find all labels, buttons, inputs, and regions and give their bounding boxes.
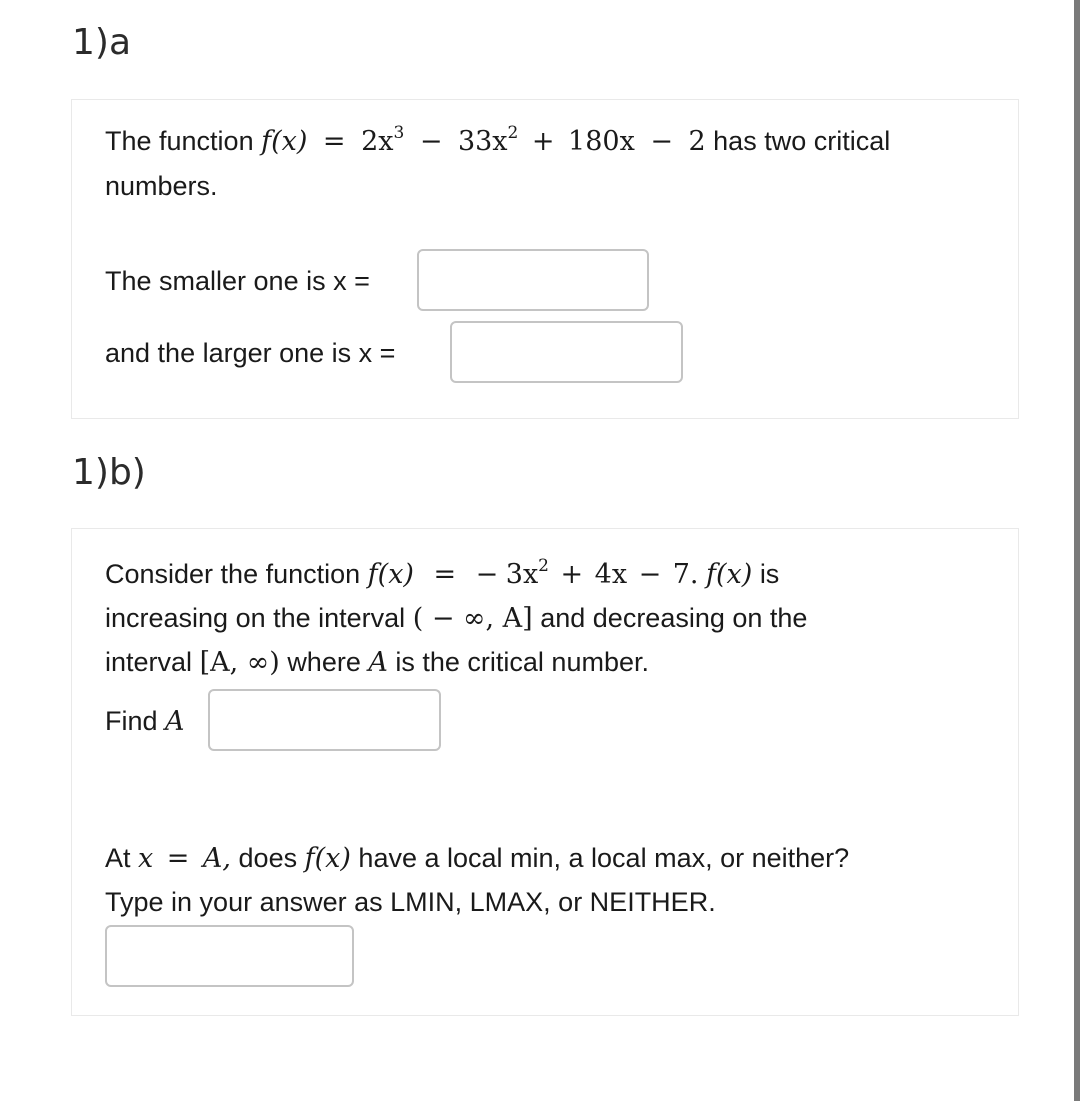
question-line2: Type in your answer as LMIN, LMAX, or NEITHER.: [105, 887, 716, 917]
part-b-line2: [105, 596, 807, 641]
math-term-7: 7.: [672, 559, 699, 590]
part-b-line1: [105, 552, 779, 600]
part-a-intro-line2: numbers.: [105, 171, 218, 201]
find-label: Find A: [105, 706, 185, 737]
smaller-critical-input[interactable]: [417, 249, 649, 311]
math-fx: f(x): [304, 843, 351, 874]
part-b-line3: [105, 640, 649, 685]
math-A: A: [368, 647, 388, 678]
scrollbar[interactable]: [1074, 0, 1080, 1101]
question-line1: At x = A, does f(x) have a local min, a local max, or neither?: [105, 843, 850, 874]
math-fx: f(x): [261, 126, 308, 157]
line1-suffix: is: [759, 559, 780, 589]
math-term-4x: 4x: [594, 559, 628, 590]
math-term-3x2: $3x^2$: [505, 556, 549, 590]
math-eq: =: [166, 843, 190, 874]
larger-critical-input[interactable]: [450, 321, 683, 383]
math-term-33x2: $33x^2$: [457, 123, 519, 157]
math-plus: +: [531, 126, 555, 157]
math-term-2: 2: [688, 126, 706, 157]
intro-suffix: has two critical: [713, 126, 891, 156]
part-b-heading: 1)b): [72, 452, 146, 493]
increasing-interval: ( − ∞, A]: [412, 603, 533, 634]
line3-where: where: [287, 647, 361, 677]
math-A: A,: [202, 843, 232, 874]
math-A: A: [165, 706, 185, 737]
smaller-label: The smaller one is x =: [105, 266, 370, 296]
math-minus: −: [650, 126, 673, 157]
larger-label: and the larger one is x =: [105, 338, 396, 368]
line3-prefix: interval: [105, 647, 193, 677]
math-term-180x: 180x: [568, 126, 635, 157]
math-term-2x3: $2x^3$: [361, 123, 405, 157]
math-minus: −: [475, 559, 499, 590]
math-x: x: [138, 843, 154, 874]
find-A-input[interactable]: [208, 689, 441, 751]
math-fx: f(x): [706, 559, 753, 590]
line1-prefix: Consider the function: [105, 559, 361, 589]
math-minus: −: [419, 126, 443, 157]
line2-prefix: increasing on the interval: [105, 603, 406, 633]
extremum-answer-input[interactable]: [105, 925, 354, 987]
line3-suffix: is the critical number.: [395, 647, 649, 677]
math-eq: =: [433, 559, 457, 590]
math-minus: −: [638, 559, 662, 590]
part-a-intro-line1: [105, 119, 890, 167]
math-plus: +: [560, 559, 584, 590]
decreasing-interval: [A, ∞): [199, 647, 280, 678]
part-a-heading: 1)a: [72, 22, 132, 63]
line2-suffix: and decreasing on the: [540, 603, 808, 633]
math-fx: f(x): [367, 559, 414, 590]
intro-prefix: The function: [105, 126, 254, 156]
math-eq: =: [322, 126, 346, 157]
